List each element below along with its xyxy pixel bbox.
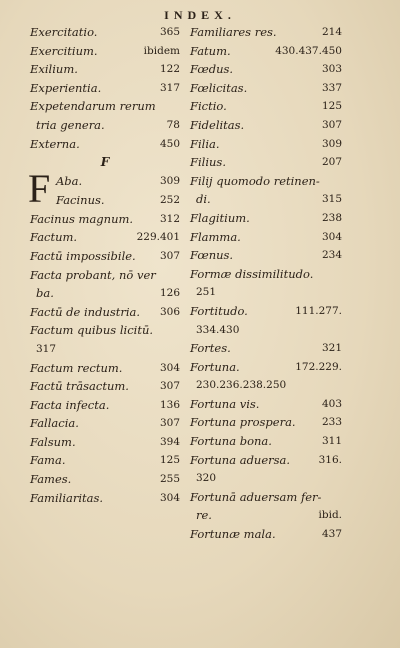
entry-page: 304 — [159, 491, 180, 504]
index-entry — [190, 153, 342, 172]
entry-page: 315 — [321, 193, 342, 206]
index-entry — [30, 247, 180, 266]
entry-term: Factū impossibile. — [30, 248, 136, 263]
entry-page: 306 — [159, 305, 180, 318]
entry-term: Exercitium. — [30, 43, 98, 58]
entry-page: 316. — [318, 453, 342, 466]
index-entry — [30, 470, 180, 489]
index-entry — [190, 60, 342, 79]
entry-page: 126 — [159, 287, 180, 300]
entry-term: Factum quibus licitū. — [30, 323, 154, 338]
entry-page: 320 — [196, 472, 217, 485]
entry-term: Fortuna. — [190, 359, 240, 374]
entry-term: Filia. — [190, 136, 220, 151]
entry-page: 307 — [159, 380, 180, 393]
index-entry — [30, 172, 180, 191]
entry-term: Fortuna vis. — [190, 396, 260, 411]
entry-page: 111.277. — [295, 304, 342, 317]
left-column — [30, 23, 180, 507]
entry-term: ba. — [36, 286, 54, 301]
entry-page: 304 — [321, 230, 342, 243]
entry-page: 337 — [321, 81, 342, 94]
entry-term: Flagitium. — [190, 210, 250, 225]
entry-page: 311 — [321, 435, 342, 448]
index-entry — [190, 339, 342, 358]
entry-page: 122 — [159, 63, 180, 76]
entry-page: 403 — [321, 397, 342, 410]
entry-term: Filij quomodo retinen- — [190, 173, 320, 188]
entry-page: 233 — [321, 416, 342, 429]
entry-page: 229.401 — [136, 231, 180, 244]
index-entry — [30, 116, 180, 135]
index-entry — [30, 396, 180, 415]
index-entry — [190, 302, 342, 321]
entry-page: 450 — [159, 137, 180, 150]
index-entry — [190, 376, 342, 395]
entry-page: 238 — [321, 211, 342, 224]
dropcap-block — [28, 165, 180, 211]
index-entry — [30, 303, 180, 322]
entry-term: Factum. — [30, 230, 78, 245]
index-entry — [30, 191, 180, 210]
entry-term: Exercitatio. — [30, 25, 98, 39]
index-entry — [190, 488, 342, 507]
entry-term: Expetendarum rerum — [30, 99, 156, 114]
entry-page: 207 — [321, 156, 342, 169]
index-entry — [30, 433, 180, 452]
entry-term: Filius. — [190, 155, 226, 170]
index-entry — [190, 395, 342, 414]
entry-page: 312 — [159, 212, 180, 225]
index-entry — [30, 79, 180, 98]
right-column — [190, 23, 342, 544]
index-entry — [190, 42, 342, 61]
entry-page: 251 — [196, 286, 217, 299]
index-entry — [30, 359, 180, 378]
index-entry — [190, 469, 342, 488]
entry-term: Fictio. — [190, 99, 227, 114]
entry-term: Exilium. — [30, 62, 78, 77]
entry-term: Fidelitas. — [190, 117, 245, 132]
index-entry — [190, 246, 342, 265]
index-entry — [30, 135, 180, 154]
index-entry — [190, 451, 342, 470]
entry-term: Aba. — [56, 173, 83, 188]
index-entry — [30, 42, 180, 61]
entry-term: Facinus. — [56, 192, 105, 207]
entry-page: 136 — [159, 398, 180, 411]
right-entries — [190, 23, 342, 544]
section-heading — [30, 153, 180, 172]
entry-term: Fœdus. — [190, 62, 234, 77]
entry-term: Fatum. — [190, 43, 231, 58]
entry-term: Familiaritas. — [30, 490, 104, 505]
entry-page: 255 — [159, 473, 180, 486]
index-entry — [30, 266, 180, 285]
entry-term: Fortes. — [190, 341, 231, 356]
entry-term: Fallacia. — [30, 416, 79, 431]
index-entry — [30, 414, 180, 433]
index-entry — [30, 489, 180, 508]
entry-page: 172.229. — [295, 360, 342, 373]
index-entry — [190, 265, 342, 284]
entry-page: 125 — [321, 100, 342, 113]
entry-page: 317 — [36, 342, 57, 355]
entry-term: Externa. — [30, 136, 80, 151]
entry-page: 307 — [321, 118, 342, 131]
entry-term: Fortunā aduersam fer- — [190, 489, 322, 504]
entry-page: 307 — [159, 249, 180, 262]
entry-term: Factū de industria. — [30, 304, 141, 319]
index-entry — [190, 358, 342, 377]
index-entry — [190, 190, 342, 209]
entry-page: 125 — [159, 454, 180, 467]
index-entry — [30, 451, 180, 470]
index-entry — [30, 210, 180, 229]
entry-page: ibid. — [318, 509, 342, 522]
index-entry — [30, 321, 180, 340]
index-entry — [190, 506, 342, 525]
entry-term: Fortunæ mala. — [190, 527, 276, 542]
index-entry — [30, 340, 180, 359]
entry-page: 317 — [159, 81, 180, 94]
index-entry — [190, 432, 342, 451]
running-header: INDEX. — [164, 8, 236, 22]
entry-term: tria genera. — [36, 117, 105, 132]
entry-page: 321 — [321, 342, 342, 355]
entry-term: Factum rectum. — [30, 360, 123, 375]
index-entry — [190, 228, 342, 247]
entry-term: Factū trāsactum. — [30, 379, 129, 394]
index-entry — [30, 284, 180, 303]
entry-term: Formæ dissimilitudo. — [190, 266, 314, 281]
entry-term: Facta probant, nō ver — [30, 267, 156, 282]
dropcap-initial: F — [28, 165, 51, 211]
index-entry — [30, 377, 180, 396]
entry-term: Facta infecta. — [30, 397, 110, 412]
entry-page: 394 — [159, 435, 180, 448]
left-entries-f — [30, 210, 180, 508]
entry-page: 304 — [159, 361, 180, 374]
entry-term: Fames. — [30, 472, 72, 487]
entry-term: Familiares res. — [190, 25, 277, 39]
entry-term: Fortitudo. — [190, 303, 248, 318]
entry-page: 303 — [321, 63, 342, 76]
entry-page: 334.430 — [196, 323, 240, 336]
entry-page: 430.437.450 — [275, 44, 342, 57]
entry-page: 78 — [166, 118, 180, 131]
entry-term: Fortuna prospera. — [190, 415, 296, 430]
index-entry — [190, 172, 342, 191]
entry-page: 309 — [159, 174, 180, 187]
entry-term: Facinus magnum. — [30, 211, 134, 226]
index-entry — [190, 135, 342, 154]
entry-page: 214 — [321, 26, 342, 38]
entry-term: Fortuna aduersa. — [190, 452, 291, 467]
left-entries-e — [30, 23, 180, 153]
entry-page: 309 — [321, 137, 342, 150]
entry-page: 252 — [159, 193, 180, 206]
entry-term: Fortuna bona. — [190, 434, 272, 449]
index-entry — [190, 525, 342, 544]
entry-term: Flamma. — [190, 229, 241, 244]
entry-page: 230.236.238.250 — [196, 379, 287, 392]
index-entry — [190, 23, 342, 42]
entry-page: 307 — [159, 417, 180, 430]
entry-term: Fama. — [30, 453, 66, 468]
index-entry — [30, 23, 180, 42]
index-entry — [190, 209, 342, 228]
section-letter: F — [100, 155, 110, 170]
entry-page: ibidem — [143, 44, 180, 57]
index-entry — [190, 283, 342, 302]
entry-term: Experientia. — [30, 80, 102, 95]
entry-term: Falsum. — [30, 434, 76, 449]
index-entry — [190, 321, 342, 340]
entry-page: 234 — [321, 249, 342, 262]
index-entry — [190, 413, 342, 432]
entry-term: Fœlicitas. — [190, 80, 248, 95]
index-entry — [190, 97, 342, 116]
index-entry — [190, 116, 342, 135]
index-entry — [190, 79, 342, 98]
index-entry — [30, 97, 180, 116]
entry-page: 437 — [321, 528, 342, 541]
index-entry — [30, 228, 180, 247]
entry-term: di. — [196, 192, 211, 207]
entry-page: 365 — [159, 26, 180, 38]
index-entry — [30, 60, 180, 79]
entry-term: re. — [196, 508, 212, 523]
entry-term: Fœnus. — [190, 248, 234, 263]
